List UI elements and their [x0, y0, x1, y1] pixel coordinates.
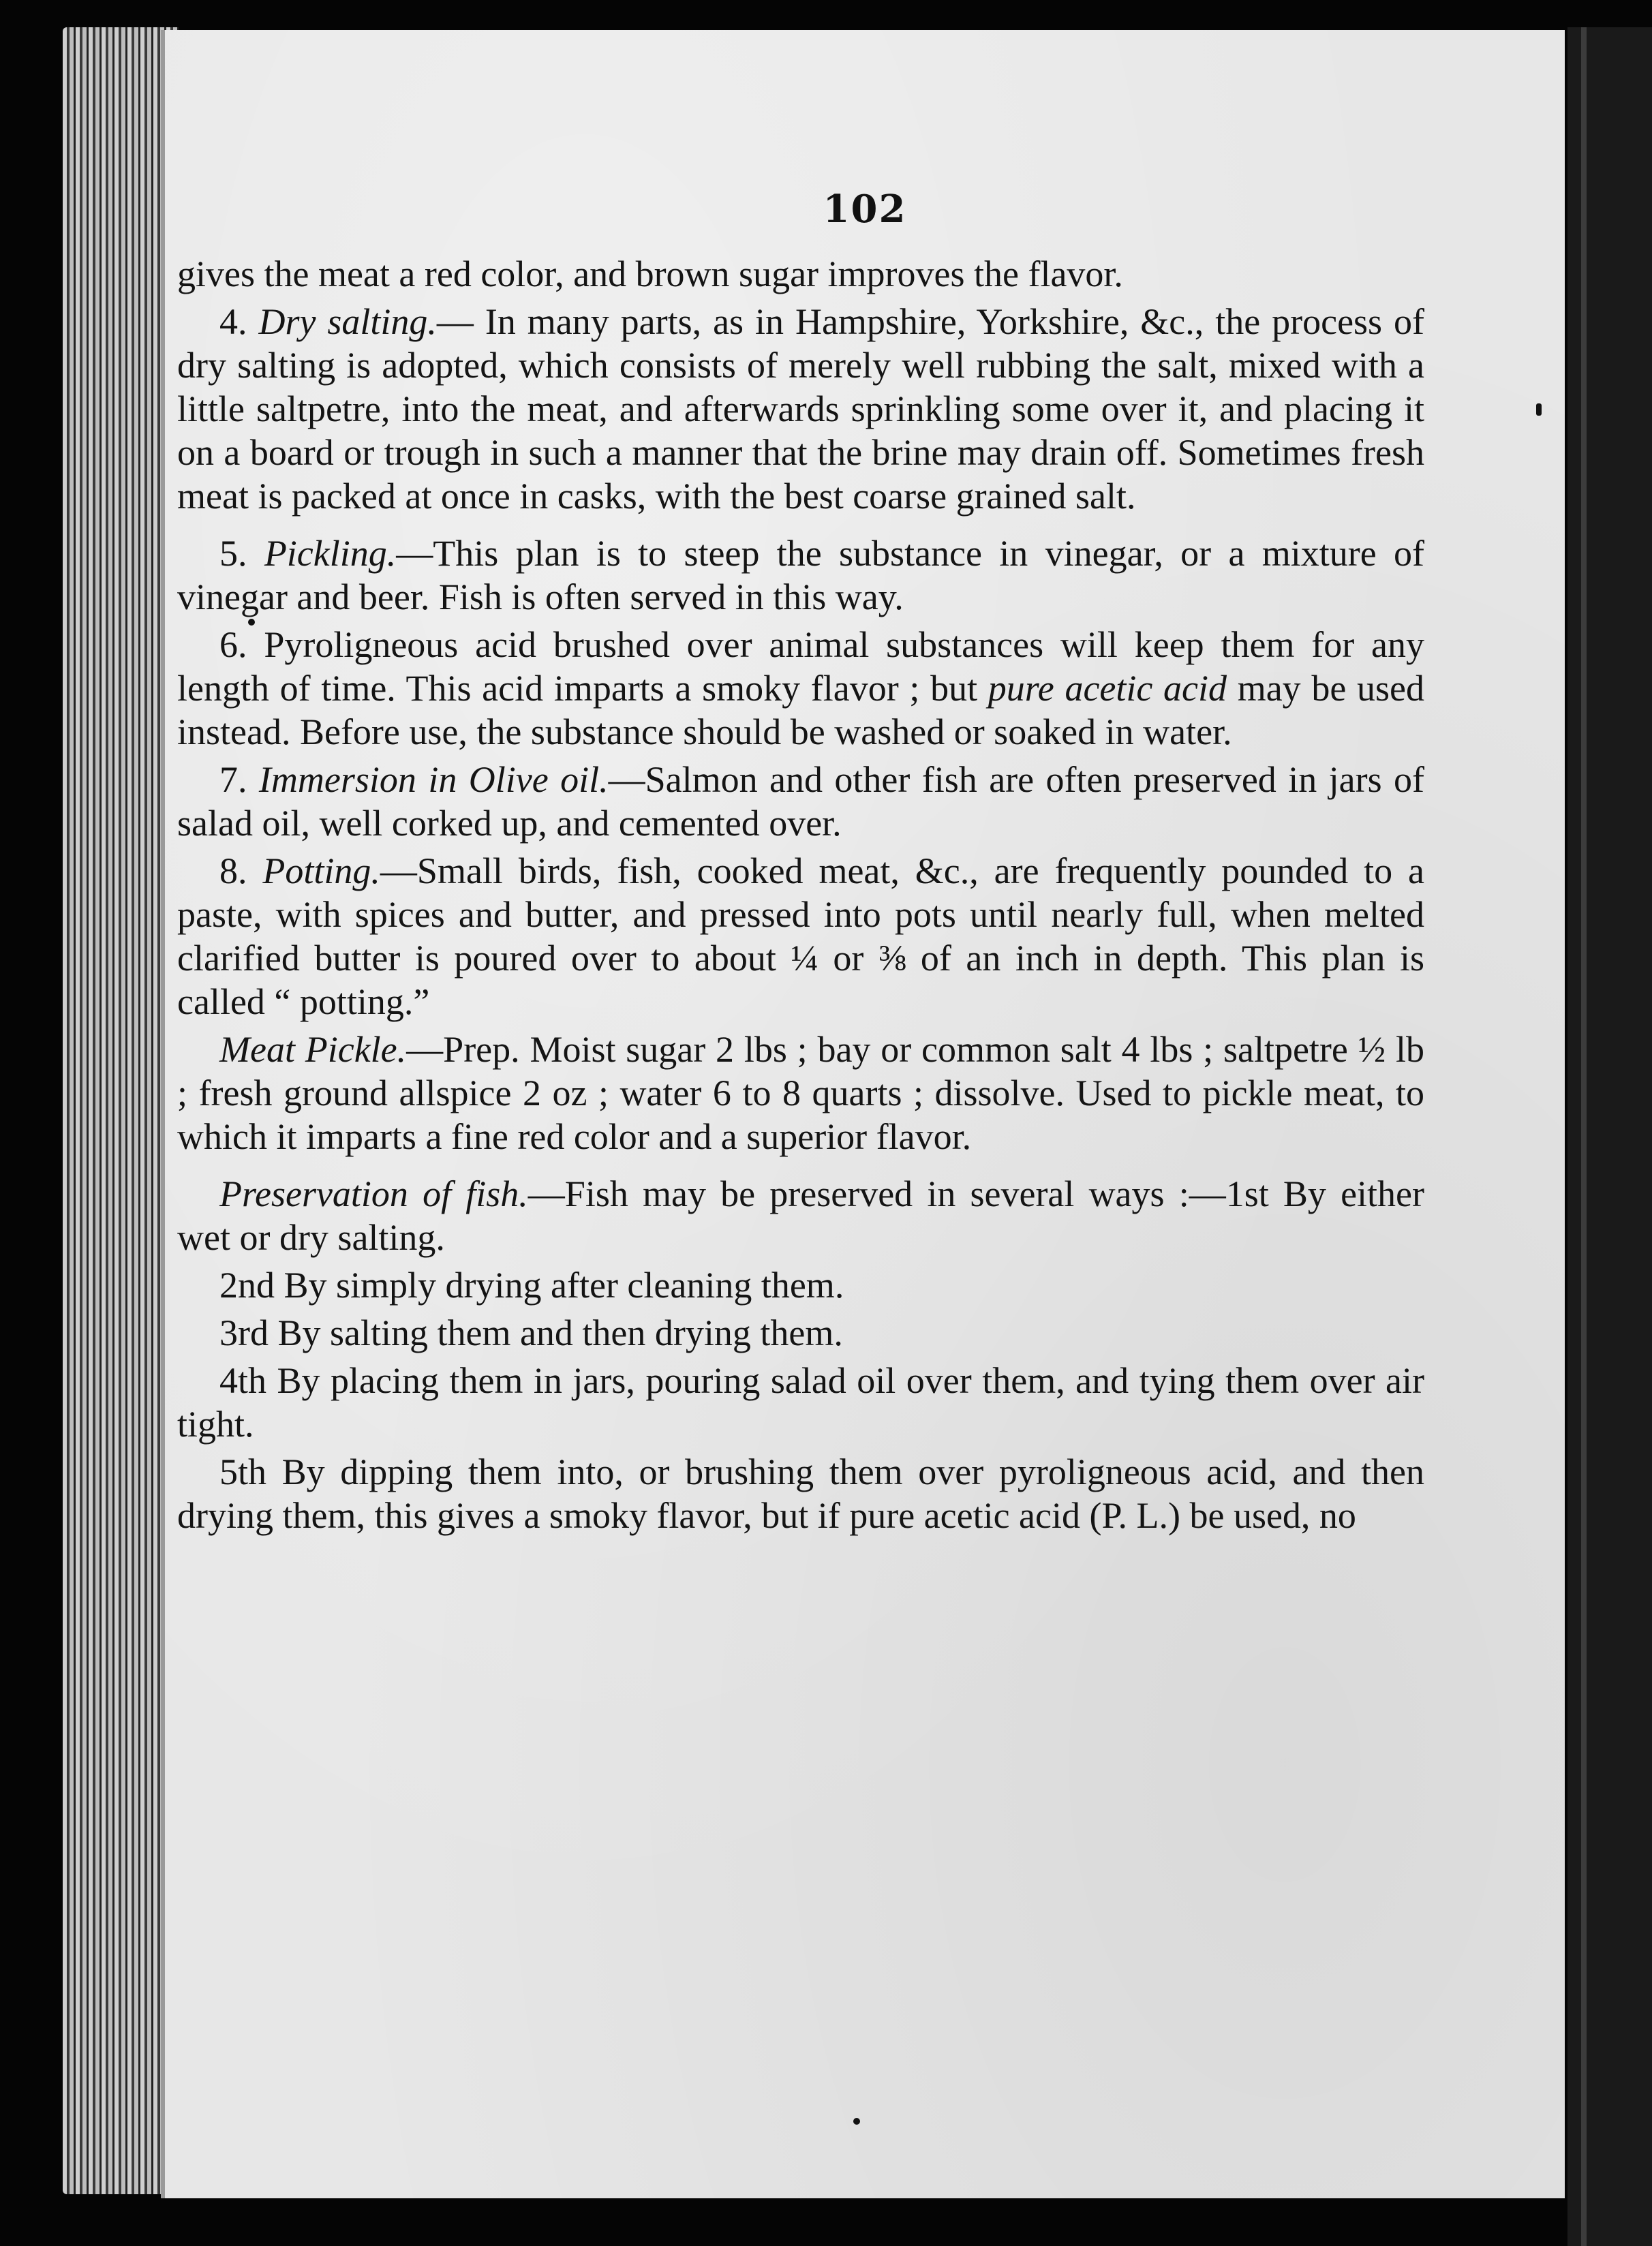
list-item-fish-5th: 5th By dipping them into, or brushing them over pyroligneous acid, and then drying them, this gives a smoky flavor, but if pure acetic acid (P. L.) be used, no [177, 1451, 1424, 1536]
page-number: 102 [823, 187, 907, 232]
heading-preservation-fish: Preservation of fish. [219, 1173, 528, 1214]
list-item-fish-3rd: 3rd By salting them and then drying them. [219, 1312, 843, 1353]
paragraph-pickling: 5. Pickling.—This plan is to steep the substance in vinegar, or a mixture of vinegar and beer. Fish is often served in this way. [177, 533, 1424, 617]
heading-dry-salting: Dry salting. [258, 301, 437, 342]
heading-potting: Potting. [262, 850, 380, 891]
list-item-fish-2nd: 2nd By simply drying after cleaning them. [219, 1265, 844, 1306]
list-item-fish-4th: 4th By placing them in jars, pouring salad oil over them, and tying them over air tight. [177, 1360, 1424, 1445]
heading-meat-pickle: Meat Pickle. [219, 1029, 407, 1070]
paragraph-meat-pickle: Meat Pickle.—Prep. Moist sugar 2 lbs ; bay or common salt 4 lbs ; saltpetre ½ lb ; fresh ground allspice 2 oz ; water 6 to 8 quarts ; dissolve. Used to pickle meat, to which it imparts a fine red color and a superior flavor. [177, 1029, 1424, 1157]
heading-olive-oil: Immersion in Olive oil. [258, 759, 609, 800]
paragraph-pyroligneous: 6. Pyroligneous acid brushed over animal substances will keep them for any length of time. This acid imparts a smoky flavor ; but pure acetic acid may be used instead. Before use, the substance should be washed or soaked in water. [177, 624, 1424, 752]
paragraph-preservation-fish: Preservation of fish.—Fish may be preserved in several ways :—1st By either wet or dry salting. [177, 1173, 1424, 1258]
ink-speck [853, 2118, 860, 2125]
paragraph-potting: 8. Potting.—Small birds, fish, cooked meat, &c., are frequently pounded to a paste, with spices and butter, and pressed into pots until nearly full, when melted clarified butter is poured over to about ¼ or ⅜ of an inch in depth. This plan is called “ potting.” [177, 850, 1425, 1022]
ink-speck [248, 619, 255, 626]
page-body-text [177, 252, 1424, 1541]
paragraph-dry-salting: 4. Dry salting.— In many parts, as in Hampshire, Yorkshire, &c., the process of dry salting is adopted, which consists of merely well rubbing the salt, mixed with a little saltpetre, into the meat, and afterwards sprinkling some over it, and placing it on a board or trough in such a manner that the brine may drain off. Sometimes fresh meat is packed at once in casks, with the best coarse grained salt. [177, 301, 1424, 517]
heading-pickling: Pickling. [264, 533, 397, 574]
paragraph-olive-oil: 7. Immersion in Olive oil.—Salmon and other fish are often preserved in jars of salad oil, well corked up, and cemented over. [177, 759, 1424, 844]
facing-page-edge [1567, 27, 1652, 2246]
paragraph-carryover: gives the meat a red color, and brown sugar improves the flavor. [177, 253, 1123, 294]
italic-pure-acetic-acid: pure acetic acid [988, 668, 1227, 709]
ink-speck [1536, 403, 1542, 416]
